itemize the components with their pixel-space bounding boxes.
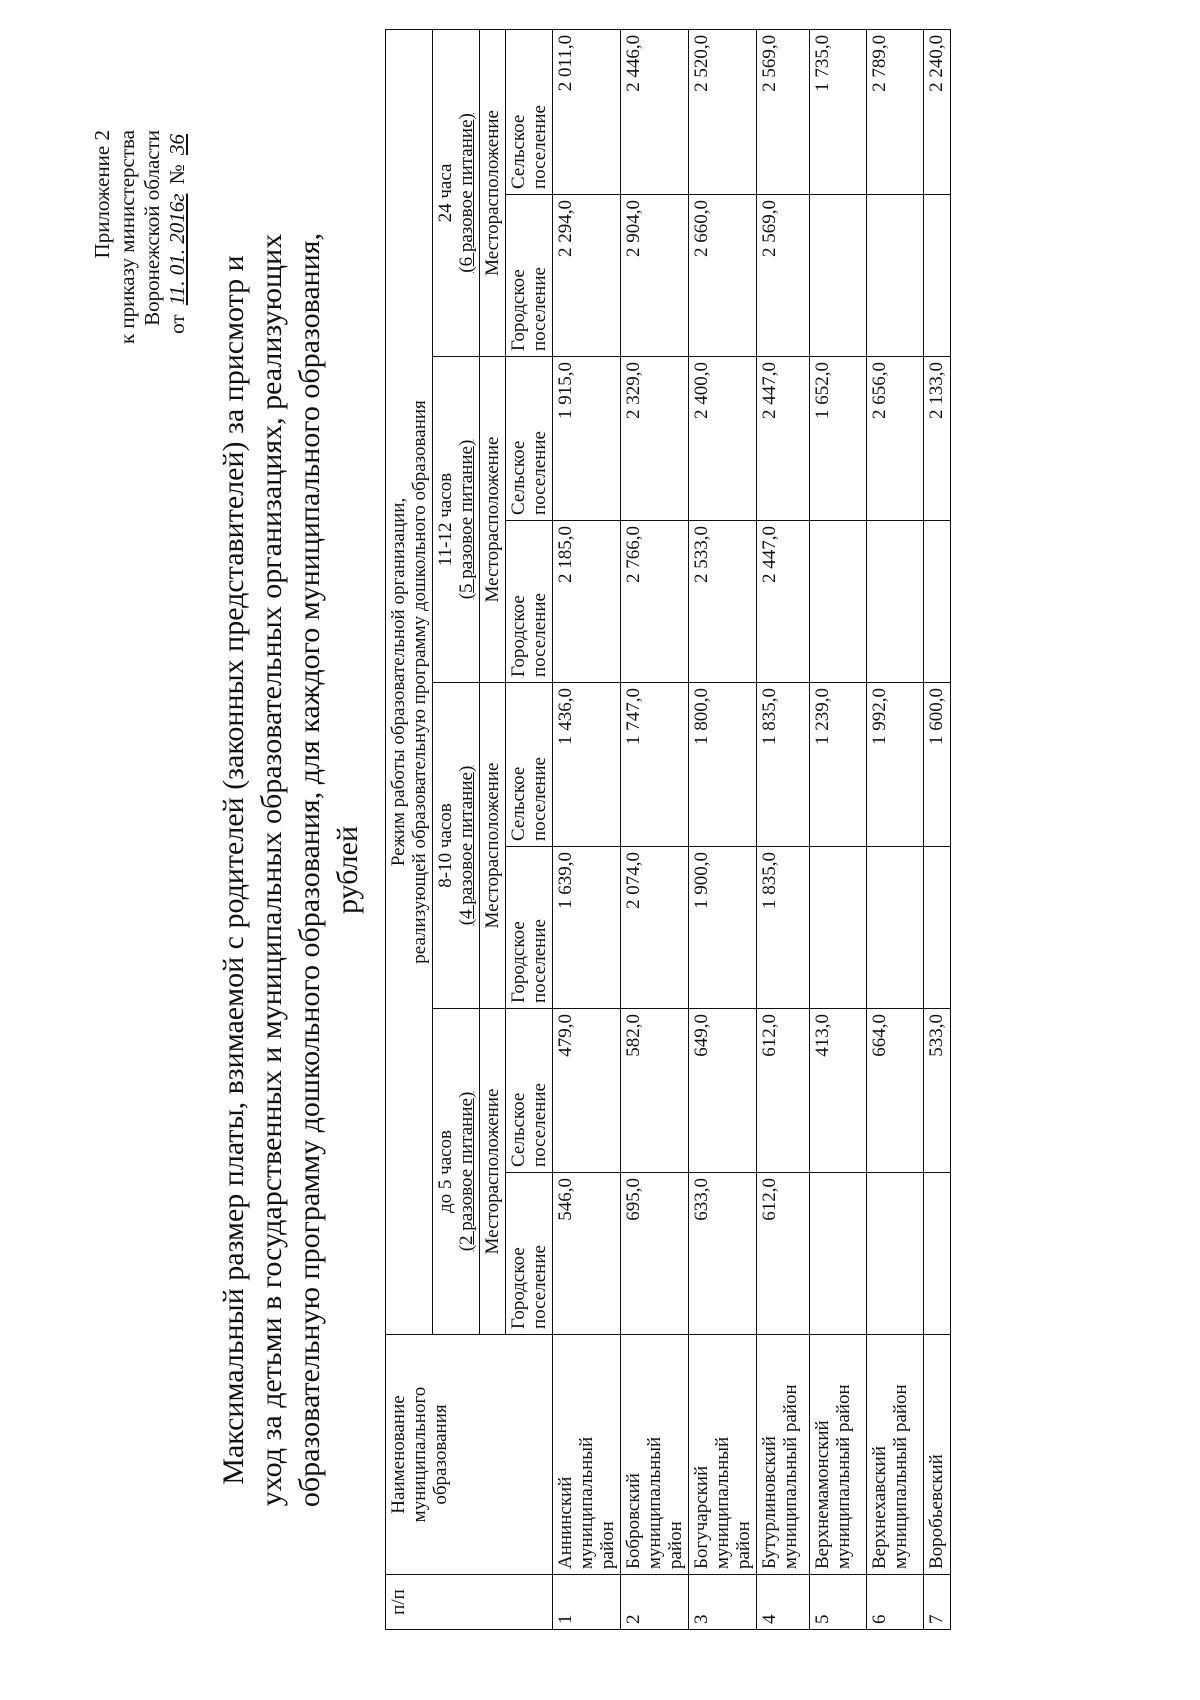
mode-meals: (5 разовое питание) — [456, 439, 477, 600]
municipality-name — [924, 1335, 951, 1575]
rural-fee-cell: 1 800,0 — [689, 683, 757, 847]
settlement-line-1: Городское — [508, 1247, 529, 1329]
urban-fee-cell: 2 185,0 — [553, 521, 621, 683]
title-line-2: уход за детьми в государственных и муниципальных образовательных организациях, реализующих — [255, 233, 288, 1507]
rural-fee-cell: 664,0 — [867, 1009, 924, 1173]
header-urban-settlement — [506, 1173, 553, 1335]
municipality-name-line: район — [597, 1521, 618, 1569]
settlement-line-2: поселение — [529, 919, 550, 1003]
fees-table-body — [553, 29, 951, 1629]
rural-fee-cell: 2 400,0 — [689, 357, 757, 521]
mode-hours: 8-10 часов — [435, 803, 456, 888]
mode-meals: (2 разовое питание) — [456, 1091, 477, 1252]
urban-fee-cell: 1 835,0 — [757, 847, 810, 1009]
urban-fee-cell — [867, 1173, 924, 1335]
urban-fee-cell: 2 447,0 — [757, 521, 810, 683]
settlement-line-2: поселение — [529, 757, 550, 841]
rural-fee-cell: 2 569,0 — [757, 29, 810, 194]
table-row — [867, 29, 924, 1629]
row-number: 4 — [757, 1575, 810, 1630]
header-mode-line-1: Режим работы образовательной организации, — [388, 497, 409, 867]
rural-fee-cell: 1 652,0 — [810, 357, 867, 521]
header-rural-settlement — [506, 29, 553, 194]
urban-fee-cell — [924, 1173, 951, 1335]
settlement-line-1: Городское — [508, 921, 529, 1003]
municipality-name-line: муниципальный район — [890, 1384, 911, 1569]
urban-fee-cell — [924, 521, 951, 683]
rural-fee-cell: 2 447,0 — [757, 357, 810, 521]
municipality-name-line: Богучарский муниципальный — [691, 1436, 733, 1569]
urban-fee-cell: 2 660,0 — [689, 195, 757, 357]
header-rural-settlement — [506, 357, 553, 521]
rural-fee-cell: 479,0 — [553, 1009, 621, 1173]
municipality-name — [621, 1335, 689, 1575]
rural-fee-cell: 2 011,0 — [553, 29, 621, 194]
appendix-line-3: Воронежской области — [140, 130, 164, 326]
municipality-name — [810, 1335, 867, 1575]
urban-fee-cell: 1 639,0 — [553, 847, 621, 1009]
mode-meals: (4 разовое питание) — [456, 765, 477, 926]
municipality-name-line: Воробьевский — [926, 1454, 947, 1569]
order-date: 11. 01. 2016г — [165, 193, 189, 306]
header-no: п/п — [386, 1575, 553, 1630]
header-location: Месторасположение — [480, 683, 506, 1009]
header-urban-settlement — [506, 195, 553, 357]
rural-fee-cell: 649,0 — [689, 1009, 757, 1173]
urban-fee-cell — [867, 195, 924, 357]
urban-fee-cell: 2 569,0 — [757, 195, 810, 357]
municipality-name-line: Бутурлиновский — [759, 1436, 780, 1569]
urban-fee-cell: 2 533,0 — [689, 521, 757, 683]
municipality-name — [867, 1335, 924, 1575]
municipality-name-line: Верхнемамонский — [812, 1420, 833, 1569]
title-line-4: рублей — [331, 825, 364, 915]
urban-fee-cell — [867, 847, 924, 1009]
urban-fee-cell: 2 766,0 — [621, 521, 689, 683]
settlement-line-1: Сельское — [508, 1092, 529, 1167]
rural-fee-cell: 2 446,0 — [621, 29, 689, 194]
municipality-name-line: Аннинский муниципальный — [555, 1436, 597, 1569]
rural-fee-cell: 582,0 — [621, 1009, 689, 1173]
urban-fee-cell — [924, 195, 951, 357]
rural-fee-cell: 413,0 — [810, 1009, 867, 1173]
settlement-line-2: поселение — [529, 431, 550, 515]
rural-fee-cell: 1 436,0 — [553, 683, 621, 847]
municipality-name — [689, 1335, 757, 1575]
rural-fee-cell: 1 747,0 — [621, 683, 689, 847]
urban-fee-cell — [810, 521, 867, 683]
header-name-line-1: Наименование — [388, 1395, 409, 1514]
mode-hours: 24 часа — [435, 163, 456, 223]
rural-fee-cell: 612,0 — [757, 1009, 810, 1173]
settlement-line-1: Городское — [508, 269, 529, 351]
settlement-line-1: Городское — [508, 595, 529, 677]
appendix-line-1: Приложение 2 — [90, 130, 114, 259]
urban-fee-cell: 1 900,0 — [689, 847, 757, 1009]
header-name — [386, 1335, 553, 1575]
rural-fee-cell: 1 992,0 — [867, 683, 924, 847]
header-mode-line-2: реализующей образовательную программу дошкольного образования — [409, 400, 430, 964]
row-number: 5 — [810, 1575, 867, 1630]
mode-meals: (6 разовое питание) — [456, 113, 477, 273]
header-mode-4 — [433, 29, 480, 356]
header-location: Месторасположение — [480, 1009, 506, 1335]
rural-fee-cell: 2 656,0 — [867, 357, 924, 521]
urban-fee-cell: 695,0 — [621, 1173, 689, 1335]
header-urban-settlement — [506, 521, 553, 683]
header-rural-settlement — [506, 683, 553, 847]
urban-fee-cell: 633,0 — [689, 1173, 757, 1335]
date-prefix: от — [165, 314, 189, 334]
municipality-name-line: район — [665, 1521, 686, 1569]
table-row — [810, 29, 867, 1629]
header-urban-settlement — [506, 847, 553, 1009]
municipality-name — [553, 1335, 621, 1575]
row-number: 7 — [924, 1575, 951, 1630]
rural-fee-cell: 2 133,0 — [924, 357, 951, 521]
row-number: 6 — [867, 1575, 924, 1630]
mode-hours: 11-12 часов — [435, 472, 456, 567]
table-row — [757, 29, 810, 1629]
urban-fee-cell: 2 904,0 — [621, 195, 689, 357]
settlement-line-1: Сельское — [508, 766, 529, 841]
table-row — [621, 29, 689, 1629]
table-row — [924, 29, 951, 1629]
table-row — [553, 29, 621, 1629]
header-rural-settlement — [506, 1009, 553, 1173]
urban-fee-cell: 2 074,0 — [621, 847, 689, 1009]
row-number: 2 — [621, 1575, 689, 1630]
municipality-name-line: Бобровский муниципальный — [623, 1436, 665, 1569]
settlement-line-2: поселение — [529, 267, 550, 351]
appendix-line-4 — [165, 130, 190, 344]
table-row — [689, 29, 757, 1629]
title-line-1: Максимальный размер платы, взимаемой с родителей (законных представителей) за присмотр и — [217, 255, 250, 1485]
header-mode-2 — [433, 683, 480, 1009]
municipality-name-line: Верхнехавский — [869, 1446, 890, 1569]
rural-fee-cell: 533,0 — [924, 1009, 951, 1173]
fees-table — [385, 29, 951, 1630]
municipality-name-line: район — [733, 1521, 754, 1569]
number-prefix: № — [165, 164, 189, 185]
header-mode-1 — [433, 1009, 480, 1335]
rural-fee-cell: 2 240,0 — [924, 29, 951, 194]
appendix-line-2: к приказу министерства — [115, 130, 139, 345]
rural-fee-cell: 2 789,0 — [867, 29, 924, 194]
settlement-line-1: Сельское — [508, 440, 529, 515]
urban-fee-cell: 612,0 — [757, 1173, 810, 1335]
row-number: 3 — [689, 1575, 757, 1630]
header-name-line-2: муниципального образования — [409, 1386, 451, 1523]
header-location: Месторасположение — [480, 29, 506, 356]
appendix-block — [90, 130, 190, 344]
settlement-line-1: Сельское — [508, 114, 529, 189]
municipality-name-line: муниципальный район — [780, 1384, 801, 1569]
urban-fee-cell — [924, 847, 951, 1009]
rural-fee-cell: 1 239,0 — [810, 683, 867, 847]
municipality-name-line: муниципальный район — [833, 1384, 854, 1569]
urban-fee-cell: 2 294,0 — [553, 195, 621, 357]
rural-fee-cell: 1 915,0 — [553, 357, 621, 521]
document-title — [215, 180, 367, 1560]
settlement-line-2: поселение — [529, 1245, 550, 1329]
order-number: 36 — [165, 134, 189, 155]
mode-hours: до 5 часов — [435, 1129, 456, 1214]
urban-fee-cell — [810, 847, 867, 1009]
rural-fee-cell: 1 600,0 — [924, 683, 951, 847]
row-number: 1 — [553, 1575, 621, 1630]
municipality-name — [757, 1335, 810, 1575]
rural-fee-cell: 2 329,0 — [621, 357, 689, 521]
title-line-3: образовательную программу дошкольного образования, для каждого муниципального образования, — [293, 232, 326, 1508]
rural-fee-cell: 1 735,0 — [810, 29, 867, 194]
urban-fee-cell — [810, 1173, 867, 1335]
settlement-line-2: поселение — [529, 1083, 550, 1167]
header-location: Месторасположение — [480, 357, 506, 683]
header-mode-3 — [433, 357, 480, 683]
settlement-line-2: поселение — [529, 593, 550, 677]
urban-fee-cell: 546,0 — [553, 1173, 621, 1335]
rural-fee-cell: 2 520,0 — [689, 29, 757, 194]
urban-fee-cell — [867, 521, 924, 683]
header-mode — [386, 29, 433, 1334]
urban-fee-cell — [810, 195, 867, 357]
settlement-line-2: поселение — [529, 105, 550, 189]
rural-fee-cell: 1 835,0 — [757, 683, 810, 847]
